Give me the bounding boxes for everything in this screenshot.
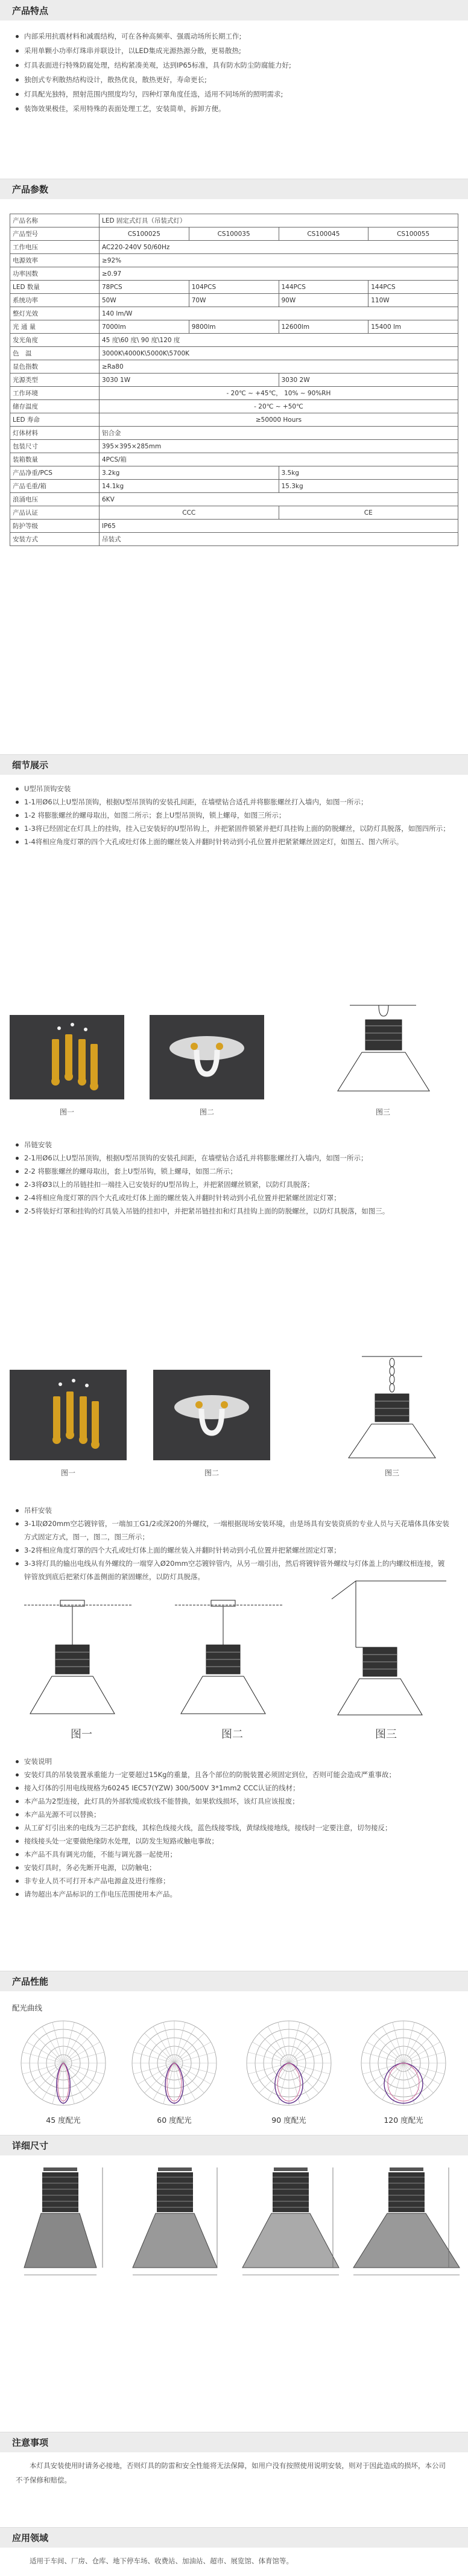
performance-title: 产品性能 bbox=[0, 1971, 468, 1991]
spec-row bbox=[10, 360, 458, 374]
dimension-drawings bbox=[0, 2161, 468, 2294]
caption: 图一 bbox=[60, 1469, 75, 1477]
details-section bbox=[0, 754, 468, 775]
spec-row bbox=[10, 307, 458, 320]
note-item: 本产品不具有调光功能，不能与调光器一起使用； bbox=[16, 1848, 450, 1861]
spec-value: 45 度\60 度\ 90 度\120 度 bbox=[100, 334, 458, 347]
spec-row bbox=[10, 453, 458, 466]
spec-value: 104PCS bbox=[189, 281, 279, 294]
chain-lamp-sketch bbox=[338, 1354, 446, 1463]
step-item: 3-2将相应角度灯罩的四个大孔或吐灯体上面的螺丝装入并翻时针转动到小孔位置并把紧螺丝固定灯罩； bbox=[16, 1544, 450, 1557]
spec-table bbox=[10, 214, 458, 546]
note-item: 本产品光源不可以替换； bbox=[16, 1808, 450, 1821]
caption: 图三 bbox=[375, 1108, 390, 1116]
spec-row bbox=[10, 267, 458, 281]
spec-row bbox=[10, 427, 458, 440]
spec-label: 系统功率 bbox=[10, 294, 100, 307]
polar-curve-120 bbox=[358, 2018, 449, 2108]
spec-value: ≥92% bbox=[100, 254, 458, 267]
spec-label: 光 通 量 bbox=[10, 320, 100, 334]
spec-label: 工作电压 bbox=[10, 241, 100, 254]
rod-sketch-1 bbox=[18, 1587, 145, 1720]
application-text: 适用于车间、厂房、仓库、地下停车场、收费站、加油站、超市、展览馆、体育馆等。 bbox=[30, 2557, 293, 2565]
spec-label: 产品认证 bbox=[10, 506, 100, 520]
spec-value: 110W bbox=[368, 294, 458, 307]
step-item: 3-3将灯具的输出电线从有外螺纹的一端穿入Ø20mm空芯镀锌管内，从另一端引出，然后将镀锌管外螺纹与灯体盖上的内螺纹相连接，镀锌管放到底后把紧灯体盖侧面的紧固螺丝，以防灯具脱落。 bbox=[16, 1557, 450, 1583]
features-title: 产品特点 bbox=[0, 0, 468, 21]
step-item: 2-5将装好灯罩和挂钩的灯具装入吊链的挂扣中，并把紧吊链挂扣和灯具挂钩上面的防脱螺丝，以防灯具脱落，如图三。 bbox=[16, 1204, 450, 1218]
spec-label: 产品名称 bbox=[10, 214, 100, 227]
spec-label: 光源类型 bbox=[10, 374, 100, 387]
caption: 图二 bbox=[221, 1728, 243, 1741]
polar-curve-90 bbox=[244, 2018, 334, 2108]
spec-label: 包装尺寸 bbox=[10, 440, 100, 453]
lamp-drawing bbox=[326, 1002, 440, 1098]
note-item: 请勿超出本产品标识的工作电压范围使用本产品。 bbox=[16, 1887, 450, 1901]
spec-label: 显色指数 bbox=[10, 360, 100, 374]
spec-label: 装箱数量 bbox=[10, 453, 100, 466]
spec-value: 3000K\4000K\5000K\5700K bbox=[100, 347, 458, 360]
spec-label: 产品净重/PCS bbox=[10, 466, 100, 480]
step-item: 3-1取Ø20mm空芯镀锌管，一端加工G1/2或深20的外螺纹，一端根据现场安装环境，由是场具有安装资质的专业人员与天花墙体具体安装方式固定方式，图一，图二，图三所示； bbox=[16, 1517, 450, 1544]
feature-item: 采用单颗小功率灯珠串并联设计，以LED集成光源热源分散，更易散热; bbox=[16, 43, 452, 58]
spec-row bbox=[10, 320, 458, 334]
polar-curve-45 bbox=[18, 2018, 109, 2108]
spec-value: CS100025 bbox=[100, 227, 189, 241]
spec-value: CCC bbox=[100, 506, 279, 520]
spec-value: 3.2kg bbox=[100, 466, 279, 480]
params-title: 产品参数 bbox=[0, 179, 468, 199]
spec-value: CE bbox=[279, 506, 458, 520]
caption: 图三 bbox=[384, 1469, 399, 1477]
params-section bbox=[0, 179, 468, 722]
spec-value: 3.5kg bbox=[279, 466, 458, 480]
spec-row bbox=[10, 281, 458, 294]
u-hook-photo-1 bbox=[10, 1015, 124, 1099]
feature-item: 内部采用抗震材料和减震结构，可在各种高频率、强震动场所长期工作; bbox=[16, 29, 452, 43]
spec-label: 发光角度 bbox=[10, 334, 100, 347]
spec-value: 15400 lm bbox=[368, 320, 458, 334]
note-item: 接线接头处一定要做绝缘防水处理，以防发生短路或触电事故； bbox=[16, 1834, 450, 1848]
caption: 图二 bbox=[199, 1108, 214, 1116]
step-item: 1-1用Ø6以上U型吊顶钩，根据U型吊顶钩的安装孔间距，在墙壁钻合适孔并将膨胀螺丝打入墙内，如图一所示； bbox=[16, 795, 450, 809]
attention-title: 注意事项 bbox=[0, 2432, 468, 2452]
caption: 图三 bbox=[375, 1728, 397, 1741]
spec-row bbox=[10, 254, 458, 267]
polar-curve-60 bbox=[129, 2018, 220, 2108]
spec-row bbox=[10, 520, 458, 533]
spec-row bbox=[10, 493, 458, 506]
spec-label: 工作环境 bbox=[10, 387, 100, 400]
step-item: 1-4将相应角度灯罩的四个大孔或吐灯体上面的螺丝装入并翻时针转动到小孔位置并把紧紧螺丝固定灯，如图五、图六所示。 bbox=[16, 835, 450, 848]
spec-row bbox=[10, 440, 458, 453]
note-item: 安装灯具的吊装装置承重能力一定要超过15Kg的重量，且各个部位的防脱装置必须固定到位，否则可能会造成严重事故； bbox=[16, 1768, 450, 1781]
note-item: 非专业人员不可打开本产品电源盒及进行维修； bbox=[16, 1874, 450, 1887]
step-heading: U型吊顶钩安装 bbox=[16, 782, 450, 795]
step-item: 1-2 将膨胀螺丝的螺母取出，如图二所示；套上U型吊顶钩，锁上螺母，如图三所示； bbox=[16, 809, 450, 822]
curve-caption: 45 度配光 bbox=[46, 2116, 81, 2125]
spec-value: 4PCS/箱 bbox=[100, 453, 458, 466]
spec-value: 吊装式 bbox=[100, 533, 458, 546]
bolt-image bbox=[10, 1015, 124, 1099]
performance-subtitle: 配光曲线 bbox=[12, 2003, 43, 2012]
spec-label: 产品毛重/箱 bbox=[10, 480, 100, 493]
spec-value: LED 固定式灯具（吊装式灯） bbox=[100, 214, 458, 227]
spec-value: - 20℃ ~ +50℃ bbox=[100, 400, 458, 413]
spec-value: 395×395×285mm bbox=[100, 440, 458, 453]
u-hook-lamp-sketch bbox=[326, 1002, 440, 1098]
feature-item: 独创式专利散热结构设计，散热优良，散热更好，寿命更长; bbox=[16, 72, 452, 87]
step-item: 2-3将Ø3以上的吊链挂扣一端挂入已安装好的U型吊钩上，并把紧固螺丝锁紧，以防灯具脱落； bbox=[16, 1178, 450, 1191]
features-section bbox=[0, 0, 468, 127]
spec-value: ≥Ra80 bbox=[100, 360, 458, 374]
feature-item: 装饰效果极佳，采用特殊的表面处理工艺，安装简单，拆卸方便。 bbox=[16, 101, 452, 116]
application-title: 应用领域 bbox=[0, 2527, 468, 2548]
feature-item: 灯具表面进行特殊防腐处理，结构紧凑美观，达到IP65标准，具有防水防尘防腐能力好; bbox=[16, 58, 452, 72]
spec-label: 电源效率 bbox=[10, 254, 100, 267]
chain-photo-1 bbox=[10, 1370, 127, 1460]
curve-caption: 60 度配光 bbox=[157, 2116, 192, 2125]
spec-row bbox=[10, 214, 458, 227]
spec-value: 3030 2W bbox=[279, 374, 458, 387]
features-list bbox=[0, 21, 468, 116]
spec-value: 78PCS bbox=[100, 281, 189, 294]
spec-value: 14.1kg bbox=[100, 480, 279, 493]
caption: 图一 bbox=[71, 1728, 92, 1741]
spec-value: AC220-240V 50/60Hz bbox=[100, 241, 458, 254]
spec-value: 140 lm/W bbox=[100, 307, 458, 320]
spec-row bbox=[10, 466, 458, 480]
spec-row bbox=[10, 227, 458, 241]
bolt-image bbox=[10, 1370, 127, 1460]
dimensions-title: 详细尺寸 bbox=[0, 2135, 468, 2155]
curve-caption: 90 度配光 bbox=[271, 2116, 306, 2125]
dimension-drawing bbox=[6, 2161, 115, 2288]
caption: 图一 bbox=[59, 1108, 74, 1116]
spec-value: CS100045 bbox=[279, 227, 368, 241]
u-hook-image bbox=[150, 1015, 264, 1099]
spec-label: 储存温度 bbox=[10, 400, 100, 413]
lamp-drawing bbox=[18, 1587, 145, 1720]
spec-label: 色 温 bbox=[10, 347, 100, 360]
spec-value: 7000lm bbox=[100, 320, 189, 334]
dimension-drawing bbox=[121, 2161, 229, 2288]
lamp-drawing bbox=[169, 1587, 296, 1720]
rod-sketch-2 bbox=[169, 1587, 296, 1720]
note-item: 本产品为2型连接，此灯具的外部软缆或软线不能替换，如果软线损坏，该灯具应该报废； bbox=[16, 1795, 450, 1808]
spec-value: 70W bbox=[189, 294, 279, 307]
u-hook-steps bbox=[16, 782, 450, 848]
step-heading: 吊杆安装 bbox=[16, 1504, 450, 1517]
spec-label: 灯体材料 bbox=[10, 427, 100, 440]
step-item: 1-3将已经固定在灯具上的挂钩，挂入已安装好的U型吊钩上，并把紧固件锁紧并把灯具挂钩上面的防脱螺丝，以防灯具脱落，如图四所示； bbox=[16, 822, 450, 835]
u-hook-image bbox=[153, 1370, 270, 1460]
spec-value: 50W bbox=[100, 294, 189, 307]
step-item: 2-1用Ø6以上U型吊顶钩，根据U型吊顶钩的安装孔间距，在墙壁钻合适孔并将膨胀螺丝打入墙内，如图一所示； bbox=[16, 1151, 450, 1165]
spec-value: 9800lm bbox=[189, 320, 279, 334]
spec-value: 90W bbox=[279, 294, 368, 307]
chain-photo-2 bbox=[153, 1370, 270, 1460]
spec-row bbox=[10, 533, 458, 546]
step-item: 2-2 将膨胀螺丝的螺母取出，套上U型吊钩，锁上螺母，如图二所示； bbox=[16, 1165, 450, 1178]
dimension-drawing bbox=[352, 2161, 461, 2288]
details-title: 细节展示 bbox=[0, 754, 468, 775]
spec-value: ≥0.97 bbox=[100, 267, 458, 281]
spec-row bbox=[10, 294, 458, 307]
spec-label: 安装方式 bbox=[10, 533, 100, 546]
spec-row bbox=[10, 506, 458, 520]
spec-value: 铝合金 bbox=[100, 427, 458, 440]
dimension-drawing bbox=[236, 2161, 345, 2288]
spec-value: CS100035 bbox=[189, 227, 279, 241]
spec-row bbox=[10, 400, 458, 413]
notes-heading: 安装说明 bbox=[16, 1755, 450, 1768]
lamp-drawing bbox=[338, 1354, 446, 1463]
spec-row bbox=[10, 374, 458, 387]
spec-row bbox=[10, 347, 458, 360]
spec-row bbox=[10, 413, 458, 427]
spec-row bbox=[10, 334, 458, 347]
spec-label: 浪涌电压 bbox=[10, 493, 100, 506]
rod-steps bbox=[16, 1504, 450, 1583]
spec-value: - 20℃ ~ +45℃， 10% ~ 90%RH bbox=[100, 387, 458, 400]
spec-value: 6KV bbox=[100, 493, 458, 506]
spec-value: 3030 1W bbox=[100, 374, 279, 387]
spec-value: 12600lm bbox=[279, 320, 368, 334]
spec-value: 15.3kg bbox=[279, 480, 458, 493]
note-item: 从工矿灯引出来的电线为三芯护套线，其棕色线接火线，蓝色线接零线，黄绿线接地线，接线时一定要注意，切勿接反； bbox=[16, 1821, 450, 1834]
dimensions-section bbox=[0, 2135, 468, 2155]
feature-item: 灯具配光独特，照射范围内照度均匀，四种灯罩角度任选，适用不同场所的照明需求; bbox=[16, 87, 452, 101]
spec-label: LED 数量 bbox=[10, 281, 100, 294]
application-section bbox=[0, 2527, 468, 2548]
spec-value: 144PCS bbox=[279, 281, 368, 294]
spec-row bbox=[10, 480, 458, 493]
spec-label: LED 寿命 bbox=[10, 413, 100, 427]
install-notes bbox=[16, 1755, 450, 1901]
attention-text: 本灯具安装使用时请务必接地，否则灯具的防雷和安全性能将无法保障，如用户没有按照使用说明安装，则对于因此造成的损坏，本公司不予保修和赔偿。 bbox=[16, 2461, 446, 2484]
spec-row bbox=[10, 241, 458, 254]
spec-label: 产品型号 bbox=[10, 227, 100, 241]
performance-section bbox=[0, 1971, 468, 1991]
spec-value: IP65 bbox=[100, 520, 458, 533]
spec-label: 防护等级 bbox=[10, 520, 100, 533]
step-heading: 吊链安装 bbox=[16, 1138, 450, 1151]
spec-label: 整灯光效 bbox=[10, 307, 100, 320]
caption: 图二 bbox=[204, 1469, 219, 1477]
spec-value: CS100055 bbox=[368, 227, 458, 241]
rod-sketch-3 bbox=[320, 1575, 452, 1720]
curve-caption: 120 度配光 bbox=[384, 2116, 423, 2125]
lamp-drawing bbox=[320, 1575, 452, 1720]
spec-row bbox=[10, 387, 458, 400]
attention-section bbox=[0, 2432, 468, 2452]
chain-steps bbox=[16, 1138, 450, 1218]
note-item: 接入灯体的引用电线规格为60245 IEC57(YZW) 300/500V 3*1mm2 CCC认证的线材； bbox=[16, 1781, 450, 1795]
step-item: 2-4将相应角度灯罩的四个大孔或吐灯体上面的螺丝装入并翻时针转动到小孔位置并把紧螺丝固定灯罩； bbox=[16, 1191, 450, 1204]
spec-value: 144PCS bbox=[368, 281, 458, 294]
note-item: 安装灯具时，务必先断开电源，以防触电； bbox=[16, 1861, 450, 1874]
spec-label: 功率因数 bbox=[10, 267, 100, 281]
u-hook-photo-2 bbox=[150, 1015, 264, 1099]
spec-value: ≥50000 Hours bbox=[100, 413, 458, 427]
